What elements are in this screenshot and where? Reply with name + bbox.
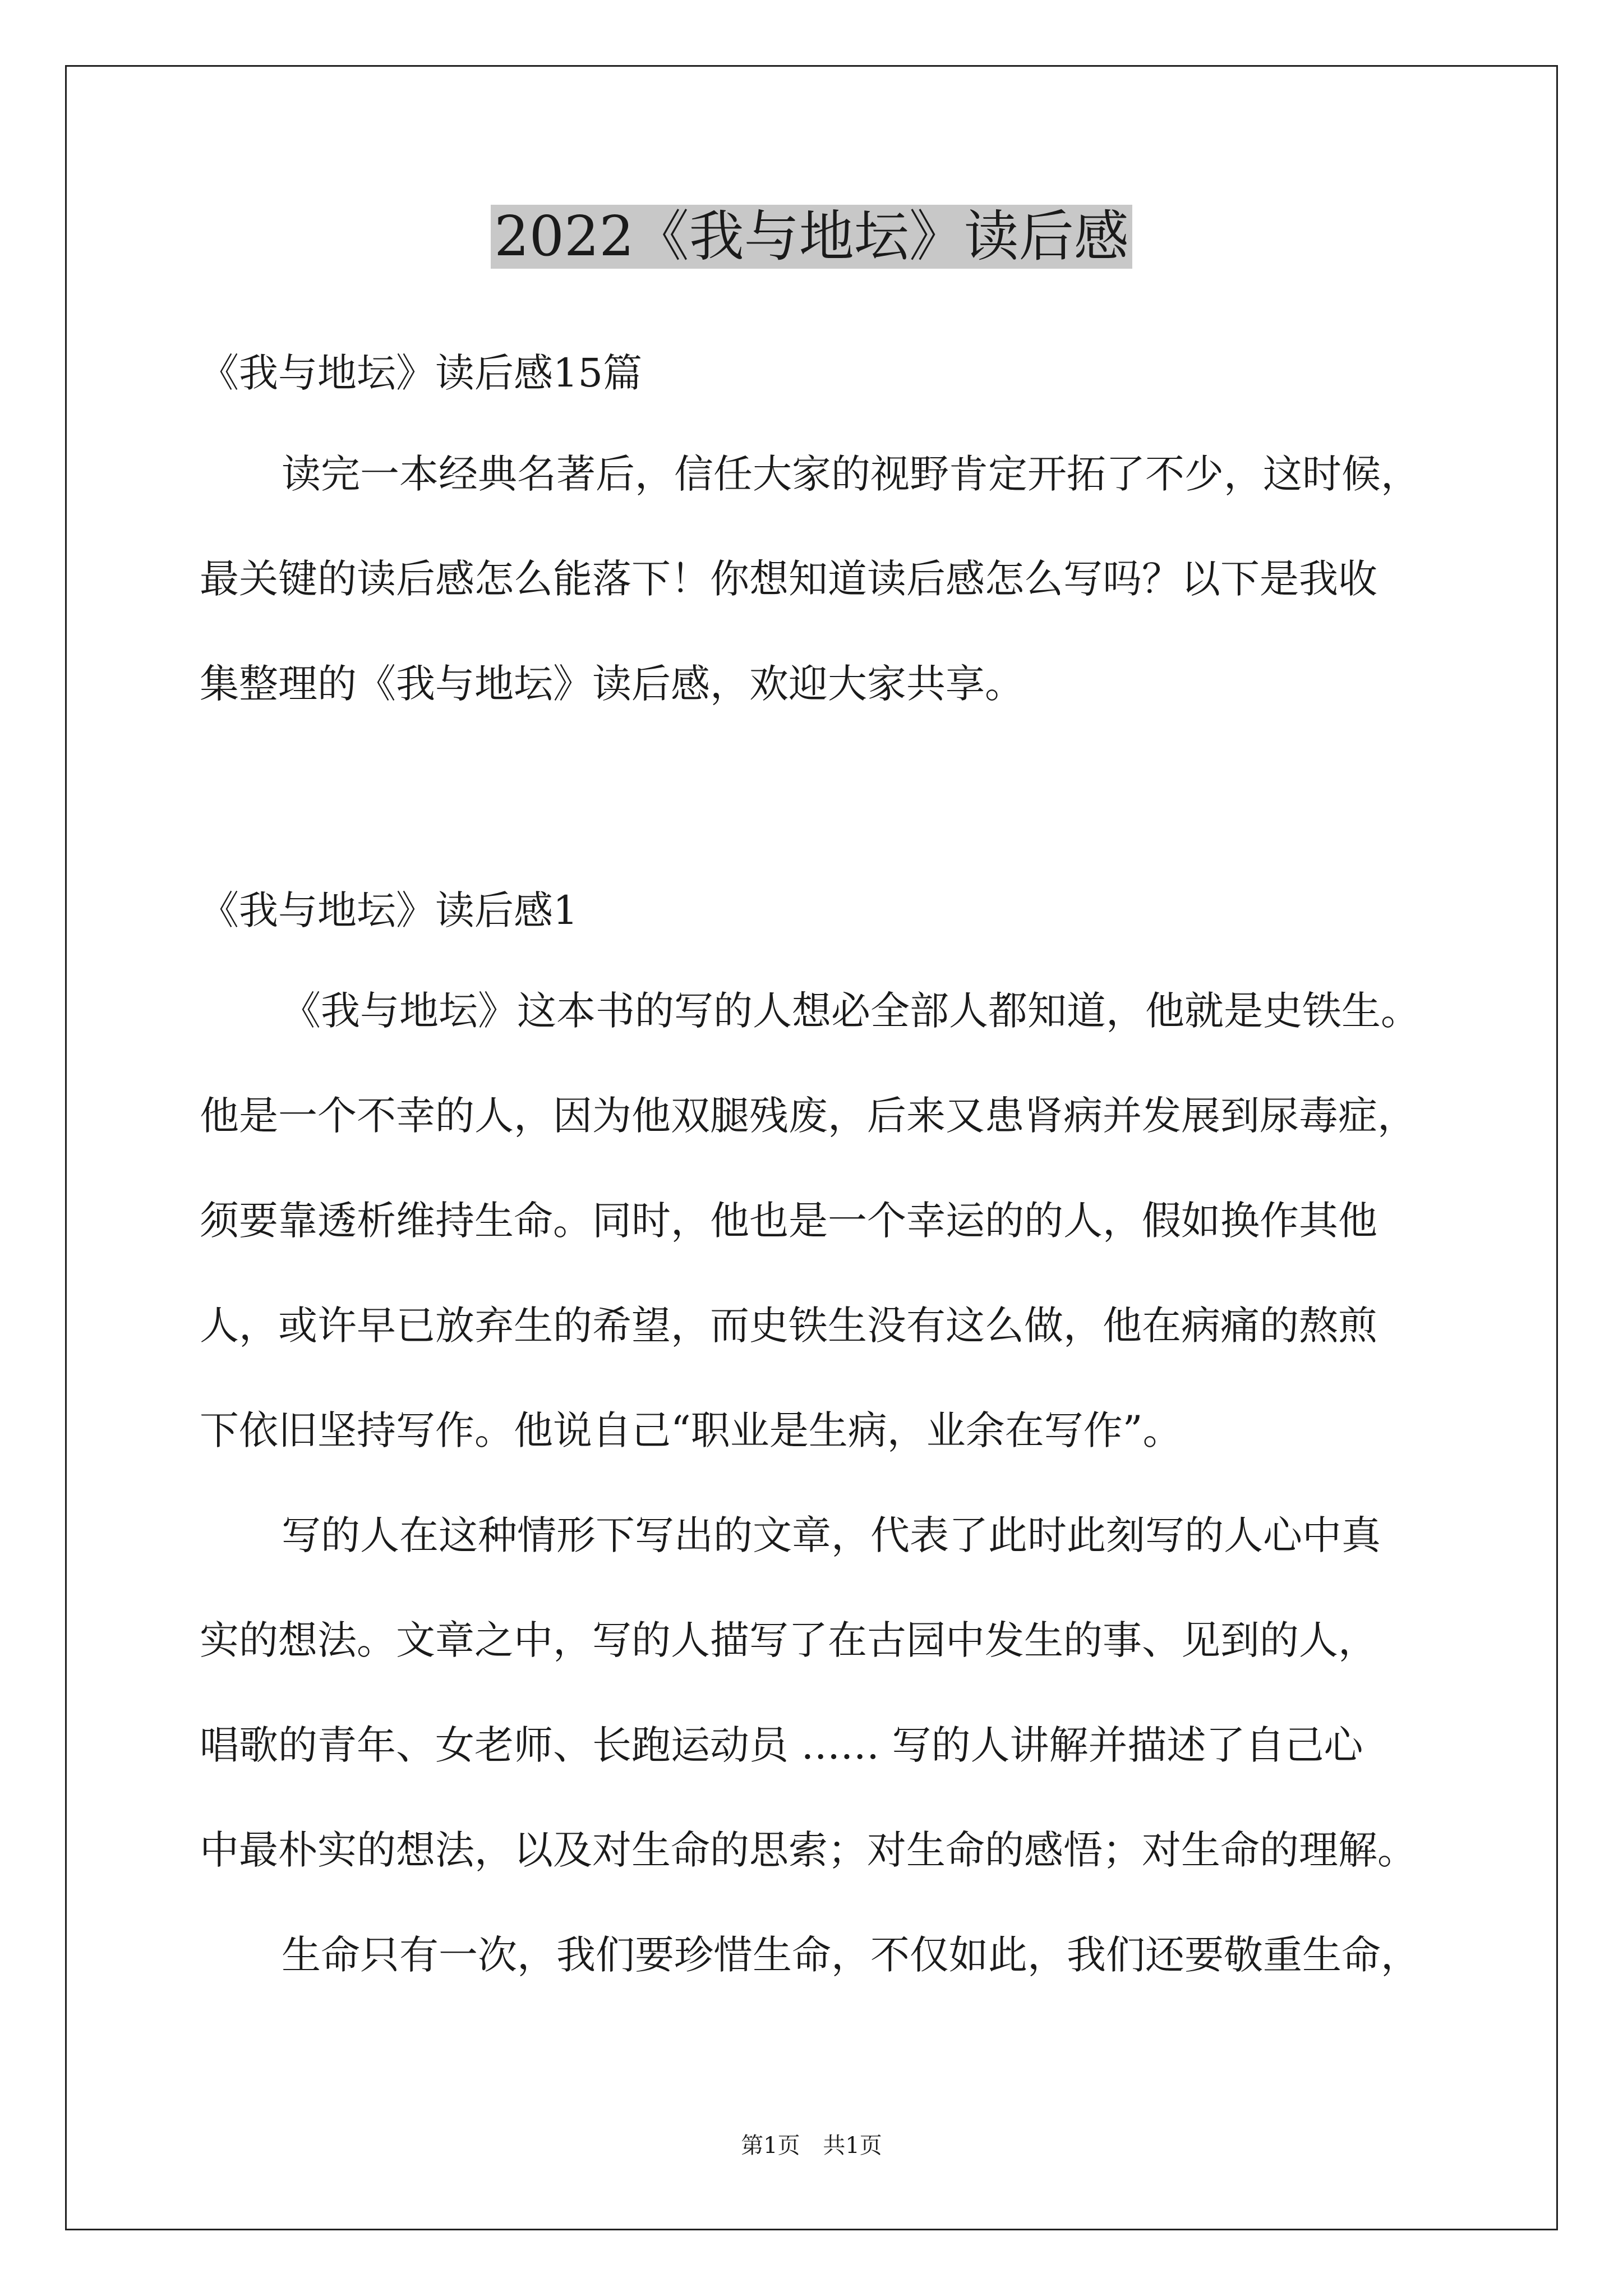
paragraph-line: 下依旧坚持写作。他说自己“职业是生病，业余在写作”。 — [200, 1407, 1182, 1453]
page-total: 共1页 — [823, 2133, 882, 2159]
intro-heading: 《我与地坛》读后感15篇 — [200, 350, 643, 396]
page-footer — [0, 2132, 1623, 2160]
document-title-text: 2022《我与地坛》读后感 — [491, 205, 1132, 269]
document-title — [0, 197, 1623, 276]
paragraph-line: 《我与地坛》这本书的写的人想必全部人都知道，他就是史铁生。 — [282, 988, 1420, 1034]
paragraph-line: 中最朴实的想法，以及对生命的思索；对生命的感悟；对生命的理解。 — [200, 1827, 1417, 1873]
page-number: 第1页 — [741, 2133, 800, 2159]
paragraph-line: 生命只有一次，我们要珍惜生命，不仅如此，我们还要敬重生命， — [282, 1932, 1420, 1978]
paragraph-line: 他是一个不幸的人，因为他双腿残废，后来又患肾病并发展到尿毒症， — [200, 1093, 1417, 1139]
paragraph-line: 读完一本经典名著后，信任大家的视野肯定开拓了不少，这时候， — [282, 451, 1420, 497]
paragraph-line: 写的人在这种情形下写出的文章，代表了此时此刻写的人心中真 — [282, 1512, 1381, 1558]
paragraph-line: 实的想法。文章之中，写的人描写了在古园中发生的事、见到的人， — [200, 1617, 1377, 1663]
paragraph-line: 唱歌的青年、女老师、长跑运动员 …… 写的人讲解并描述了自己心 — [200, 1722, 1363, 1768]
paragraph-line: 集整理的《我与地坛》读后感，欢迎大家共享。 — [200, 661, 1024, 707]
section-heading: 《我与地坛》读后感1 — [200, 887, 578, 933]
paragraph-line: 人，或许早已放弃生的希望，而史铁生没有这么做，他在病痛的熬煎 — [200, 1303, 1377, 1349]
paragraph-line: 须要靠透析维持生命。同时，他也是一个幸运的的人，假如换作其他 — [200, 1198, 1377, 1244]
paragraph-line: 最关键的读后感怎么能落下！你想知道读后感怎么写吗？以下是我收 — [200, 556, 1377, 602]
